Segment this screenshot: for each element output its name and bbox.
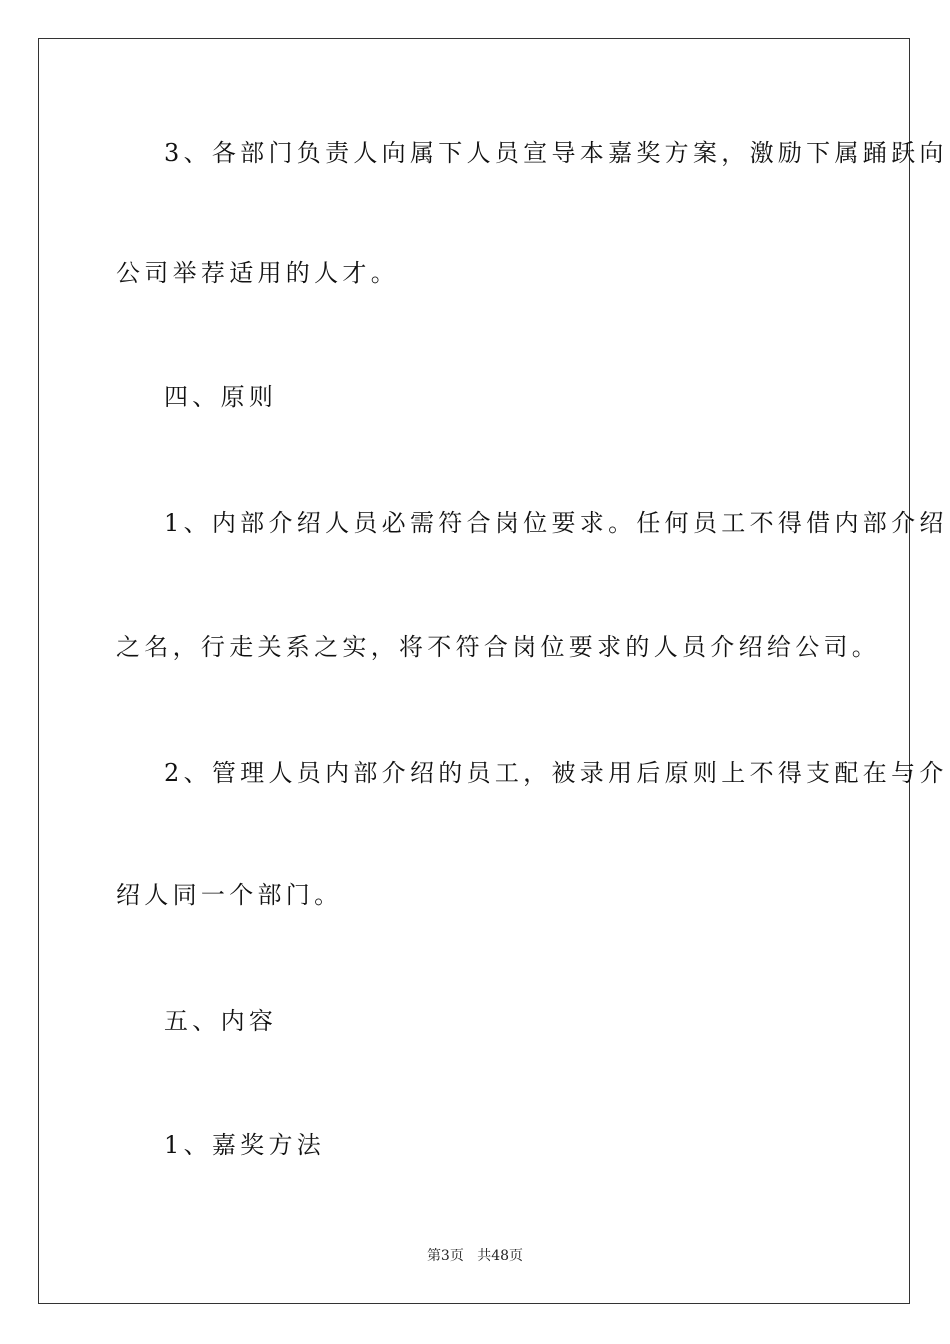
section-heading: 四、原则	[164, 383, 278, 411]
paragraph-line: 3、各部门负责人向属下人员宣导本嘉奖方案，激励下属踊跃向	[164, 139, 948, 167]
page-footer	[0, 1247, 950, 1265]
paragraph-line: 2、管理人员内部介绍的员工，被录用后原则上不得支配在与介	[164, 759, 948, 787]
subsection-heading: 1、嘉奖方法	[164, 1131, 326, 1159]
page-border	[38, 38, 948, 1304]
page-number: 第3页	[426, 1248, 464, 1264]
paragraph-line: 之名，行走关系之实，将不符合岗位要求的人员介绍给公司。	[116, 633, 881, 661]
paragraph-line: 1、内部介绍人员必需符合岗位要求。任何员工不得借内部介绍	[164, 509, 948, 537]
section-heading: 五、内容	[164, 1007, 278, 1035]
total-pages: 共48页	[477, 1248, 524, 1264]
paragraph-line: 绍人同一个部门。	[116, 881, 343, 909]
paragraph-line: 公司举荐适用的人才。	[116, 259, 399, 287]
